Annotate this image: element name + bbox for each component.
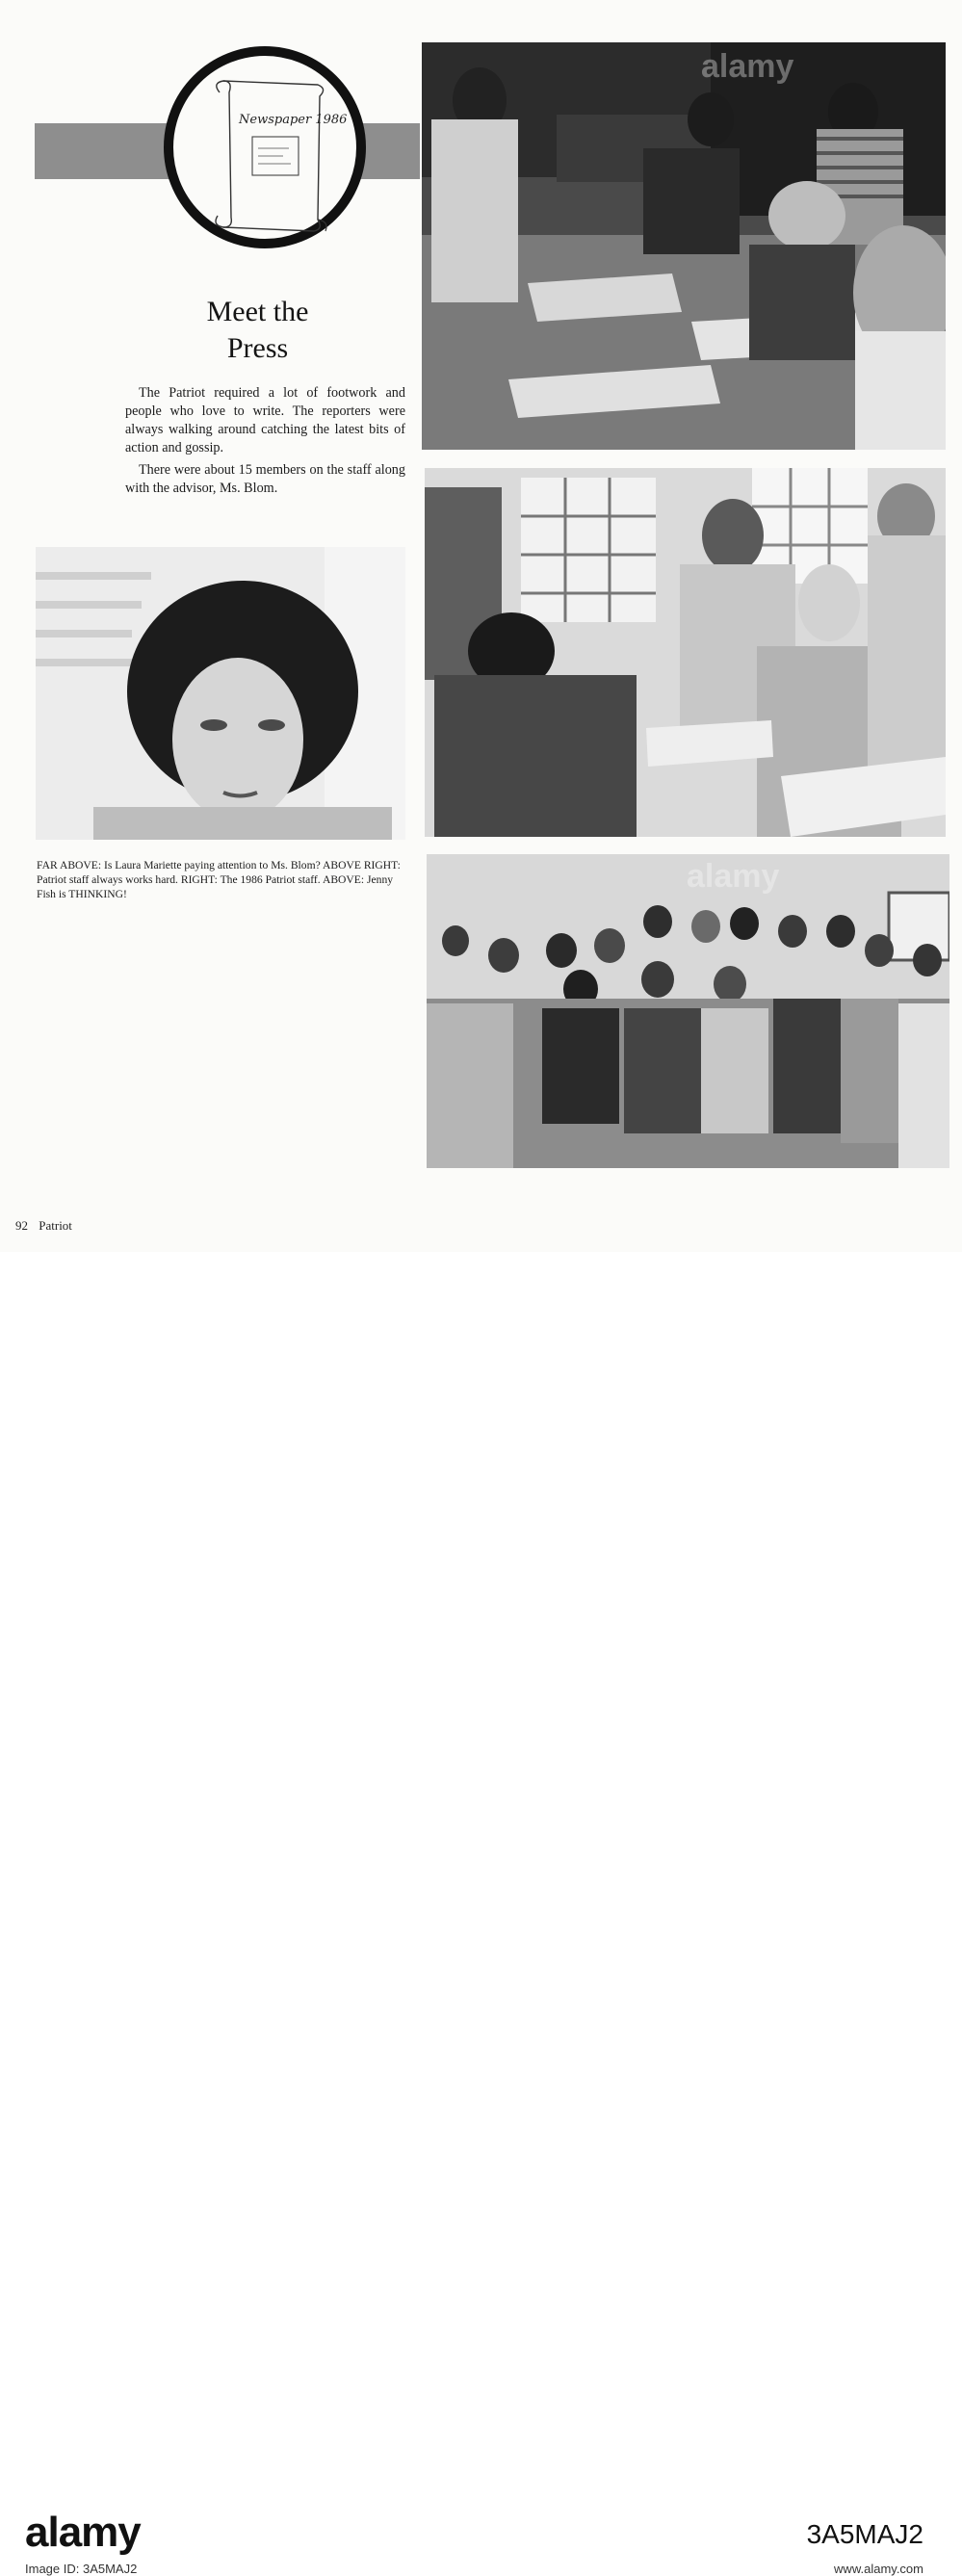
scroll-drawing <box>173 56 356 239</box>
newspaper-scroll-illustration <box>164 46 366 248</box>
article-paragraph-2: There were about 15 members on the staff along with the advisor, Ms. Blom. <box>125 462 405 496</box>
stock-code: 3A5MAJ2 <box>806 2519 923 2549</box>
scroll-label: Newspaper 1986 <box>239 113 348 127</box>
staff-group-photo <box>427 854 949 1168</box>
watermark: alamy <box>701 48 794 85</box>
stock-footer <box>0 1252 962 2576</box>
page-number: 92 <box>15 1218 28 1233</box>
alamy-logo: alamy <box>25 2509 141 2556</box>
yearbook-page <box>0 0 962 1252</box>
image-id-label: Image ID: 3A5MAJ2 <box>25 2562 138 2576</box>
classroom-photo <box>422 42 946 450</box>
headline-line-1: Meet the <box>206 296 309 327</box>
folio-section: Patriot <box>39 1218 72 1233</box>
article-body <box>125 384 405 498</box>
watermark: alamy <box>687 858 780 895</box>
page-headline <box>144 294 371 367</box>
article-paragraph-1: The Patriot required a lot of footwork and people who love to write. The reporters were always walking around catching the latest bits of action and gossip. <box>125 385 405 455</box>
portrait-photo <box>36 547 405 840</box>
stock-url: www.alamy.com <box>834 2562 923 2576</box>
page-folio <box>15 1218 72 1234</box>
headline-line-2: Press <box>226 332 289 364</box>
students-photo <box>425 468 946 837</box>
photo-caption: FAR ABOVE: Is Laura Mariette paying attention to Ms. Blom? ABOVE RIGHT: Patriot staff always works hard. RIGHT: The 1986 Patriot staff. ABOVE: Jenny Fish is THINKING! <box>37 859 401 900</box>
